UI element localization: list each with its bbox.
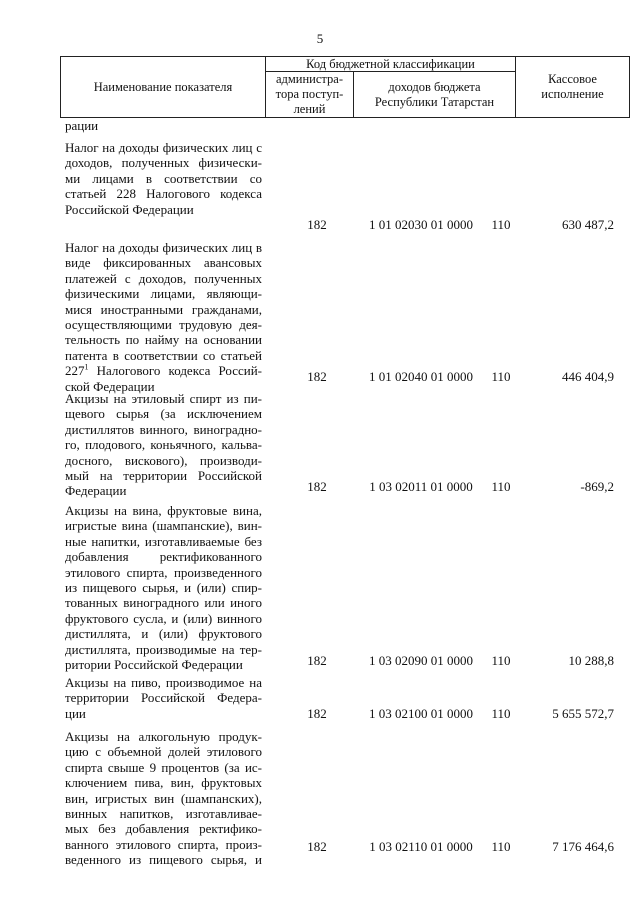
row-amount: -869,2: [580, 479, 614, 494]
row-name: Акцизы на вина, фруктовые вина, игристые вина (шампанские), вин- ные напитки, изготавливаемые без добавления ректификованного этилового спирта, произведенного из пищевого сырья, и (или) спир- тованных виноградного или иного фруктового сусла, и (или) винного дистиллята, и (или) фруктового дистиллята, производимые на тер- ритории Российской Федерации: [65, 503, 262, 673]
row-name: Акцизы на этиловый спирт из пи- щевого сырья (за исключением дистиллятов винного, виноградно- го, плодового, коньячного, кальва- досного, вискового), производи- мый на территории Российской Федерации: [65, 391, 262, 499]
row-name: Налог на доходы физических лиц в виде фиксированных авансовых платежей с доходов, полученных физическими лицами, являющи- мися иностранными гражданами, осуществляющими трудовую дея- тельность по найму на основании патента в соответствии со статьей $227^1$ Налогового кодекса Россий- ской Федерации: [65, 240, 263, 394]
row-admin-code: 182: [307, 479, 327, 494]
header-amount-column: Кассовое исполнение: [516, 57, 630, 118]
table-row: [0, 389, 640, 501]
row-budget-code: 1 03 02090 01 0000: [369, 653, 473, 668]
row-admin-code: 182: [307, 217, 327, 232]
header-classification-group: Код бюджетной классификации: [266, 57, 516, 72]
row-admin-code: 182: [307, 706, 327, 721]
row-budget-code: 1 03 02011 01 0000: [369, 479, 473, 494]
row-sub-code: 110: [491, 706, 511, 721]
row-admin-code: 182: [307, 839, 327, 854]
page-number: 5: [316, 31, 324, 46]
continuation-text: рации: [65, 118, 99, 133]
row-budget-code: 1 01 02030 01 0000: [369, 217, 473, 232]
continuation-row: [0, 118, 640, 138]
row-amount: 630 487,2: [562, 217, 614, 232]
table-row: [0, 675, 640, 729]
table-header: [60, 56, 630, 118]
row-name: Налог на доходы физических лиц с доходов, полученных физически- ми лицами в соответствии со статьей 228 Налогового кодекса Российской Федерации: [65, 140, 262, 217]
row-sub-code: 110: [491, 217, 511, 232]
row-sub-code: 110: [491, 839, 511, 854]
table-body: [0, 118, 640, 879]
table-row: [0, 240, 640, 394]
table-row: [0, 138, 640, 240]
row-budget-code: 1 03 02100 01 0000: [369, 706, 473, 721]
row-amount: 5 655 572,7: [552, 706, 614, 721]
row-sub-code: 110: [491, 653, 511, 668]
header-name-column: Наименование показателя: [61, 57, 266, 118]
row-budget-code: 1 01 02040 01 0000: [369, 369, 473, 384]
row-name: Акцизы на алкогольную продук- цию с объемной долей этилового спирта свыше 9 процентов (за ис- ключением пива, вин, фруктовых вин, игристых вин (шампанских), винных напитков, изготавливае- мых без добавления ректифико- ванного этилового спирта, произ- веденного из пищевого сырья, и: [65, 729, 262, 868]
row-budget-code: 1 03 02110 01 0000: [369, 839, 473, 854]
row-name: Акцизы на пиво, производимое на территории Российской Федера- ции: [65, 675, 262, 721]
table-row: [0, 501, 640, 675]
table-row: [0, 729, 640, 879]
row-sub-code: 110: [491, 479, 511, 494]
row-amount: 446 404,9: [562, 369, 614, 384]
row-sub-code: 110: [491, 369, 511, 384]
row-admin-code: 182: [307, 369, 327, 384]
row-amount: 10 288,8: [568, 653, 614, 668]
header-income-column: доходов бюджета Республики Татарстан: [354, 72, 516, 118]
row-admin-code: 182: [307, 653, 327, 668]
row-amount: 7 176 464,6: [552, 839, 614, 854]
header-admin-column: администра- тора поступ- лений: [266, 72, 354, 118]
footnote-marker: 1: [84, 362, 89, 372]
